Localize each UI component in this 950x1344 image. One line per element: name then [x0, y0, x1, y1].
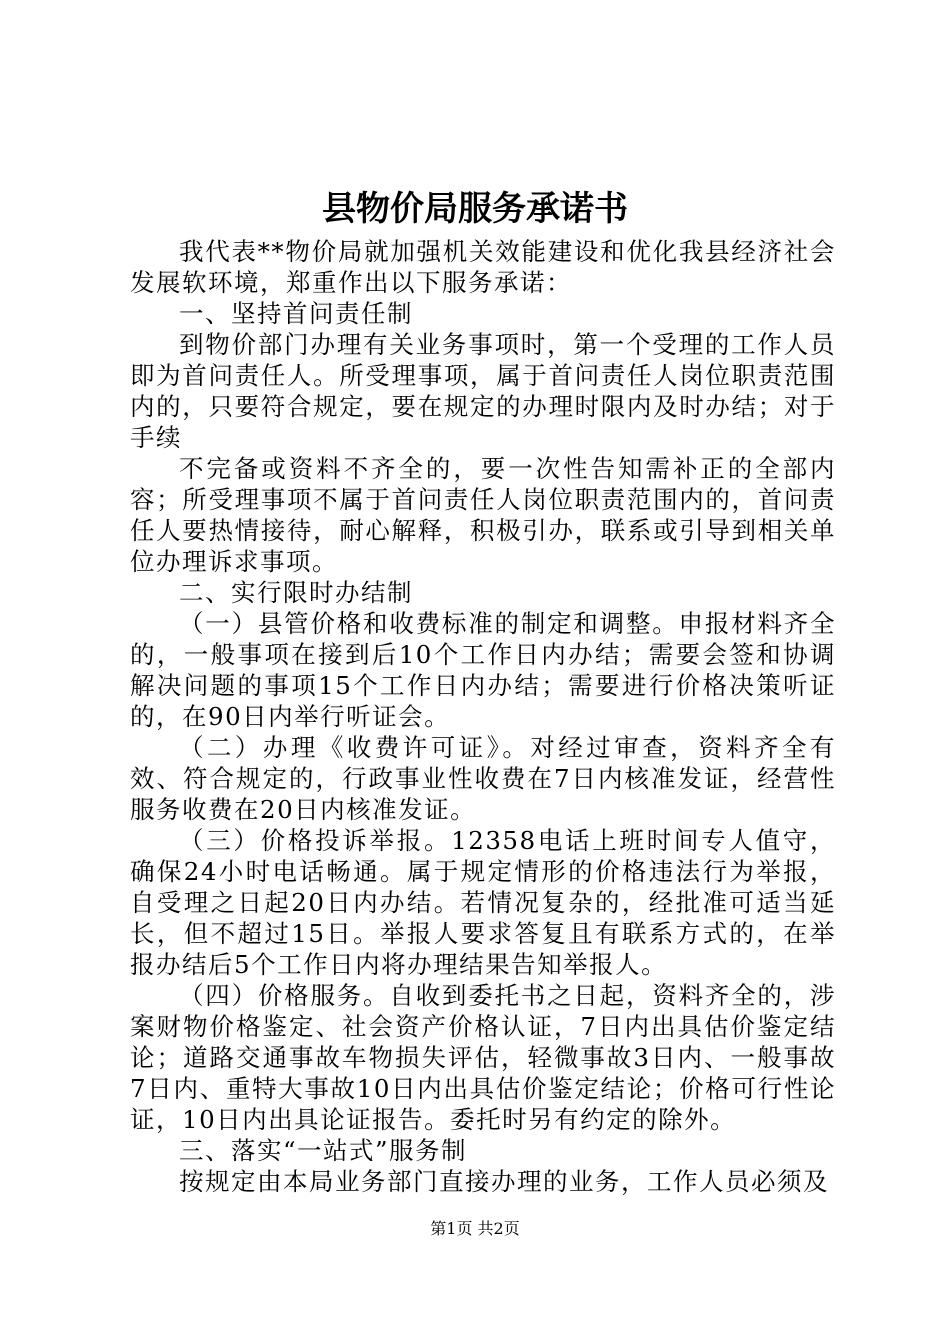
- paragraph: 不完备或资料不齐全的，要一次性告知需补正的全部内容；所受理事项不属于首问责任人岗位职责范围内的，首问责任人要热情接待，耐心解释，积极引办，联系或引导到相关单位办理诉求事项。: [130, 454, 836, 576]
- section-heading-1: 一、坚持首问责任制: [179, 299, 413, 328]
- paragraph: （二）办理《收费许可证》。对经过审查，资料齐全有效、符合规定的，行政事业性收费在7日内核准发证，经营性服务收费在20日内核准发证。: [130, 733, 836, 824]
- paragraph: （一）县管价格和收费标准的制定和调整。申报材料齐全的，一般事项在接到后10个工作日内办结；需要会签和协调解决问题的事项15个工作日内办结；需要进行价格决策听证的，在90日内举行听证会。: [130, 609, 836, 731]
- paragraph: （四）价格服务。自收到委托书之日起，资料齐全的，涉案财物价格鉴定、社会资产价格认证，7日内出具估价鉴定结论；道路交通事故车物损失评估，轻微事故3日内、一般事故7日内、重特大事故10日内出具估价鉴定结论；价格可行性论证，10日内出具论证报告。委托时另有约定的除外。: [130, 981, 836, 1134]
- document-title: 县物价局服务承诺书: [322, 189, 628, 229]
- paragraph: （三）价格投诉举报。12358电话上班时间专人值守，确保24小时电话畅通。属于规定情形的价格违法行为举报，自受理之日起20日内办结。若情况复杂的，经批准可适当延长，但不超过15日。举报人要求答复且有联系方式的，在举报办结后5个工作日内将办理结果告知举报人。: [130, 826, 836, 979]
- page-number-footer: 第1页 共2页: [430, 1219, 520, 1238]
- paragraph: 按规定由本局业务部门直接办理的业务，工作人员必须及: [179, 1167, 829, 1196]
- paragraph-intro: 我代表**物价局就加强机关效能建设和优化我县经济社会发展软环境，郑重作出以下服务承诺：: [130, 237, 836, 297]
- document-body: [130, 236, 836, 1197]
- section-heading-3: 三、落实“一站式”服务制: [179, 1136, 468, 1165]
- section-heading-2: 二、实行限时办结制: [179, 578, 413, 607]
- paragraph: 到物价部门办理有关业务事项时，第一个受理的工作人员即为首问责任人。所受理事项，属于首问责任人岗位职责范围内的，只要符合规定，要在规定的办理时限内及时办结；对于手续: [130, 330, 836, 452]
